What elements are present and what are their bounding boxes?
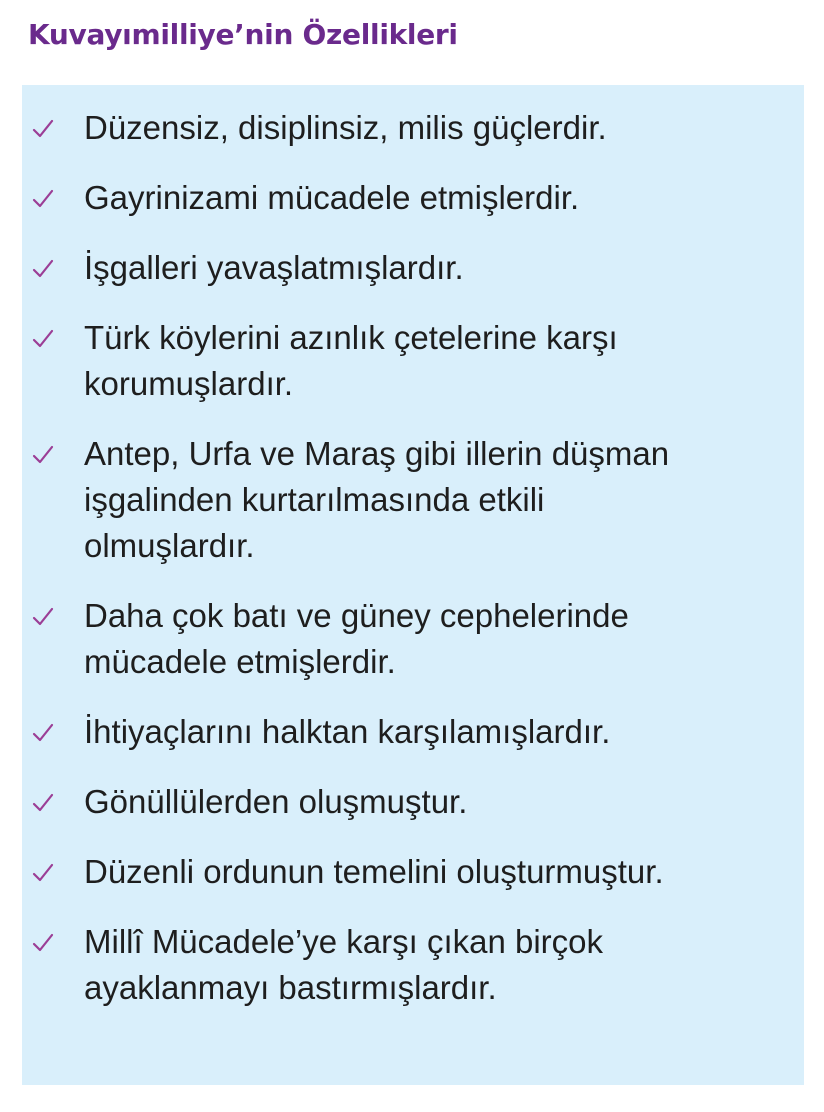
list-item-line: Düzenli ordunun temelini oluşturmuştur. xyxy=(84,853,664,890)
list-item-line: ayaklanmayı bastırmışlardır. xyxy=(84,969,497,1006)
list-item xyxy=(22,175,804,221)
list-item xyxy=(22,245,804,291)
features-list xyxy=(22,105,804,1035)
check-mark-icon xyxy=(32,793,54,813)
list-item-line: Türk köylerini azınlık çetelerine karşı xyxy=(84,319,618,356)
list-item-text xyxy=(84,179,579,216)
list-item xyxy=(22,431,804,569)
list-item xyxy=(22,779,804,825)
check-mark-icon xyxy=(32,933,54,953)
list-item xyxy=(22,105,804,151)
check-mark-icon xyxy=(32,445,54,465)
list-item xyxy=(22,593,804,685)
features-panel xyxy=(22,85,804,1085)
check-mark-icon xyxy=(32,259,54,279)
list-item-line: Gayrinizami mücadele etmişlerdir. xyxy=(84,179,580,216)
list-item-text xyxy=(84,713,610,750)
list-item-line: Düzensiz, disiplinsiz, milis güçlerdir. xyxy=(84,109,607,146)
check-mark-icon xyxy=(32,607,54,627)
list-item-line: işgalinden kurtarılmasında etkili xyxy=(84,481,545,518)
list-item-text xyxy=(84,435,669,564)
list-item-line: korumuşlardır. xyxy=(84,365,294,402)
check-mark-icon xyxy=(32,329,54,349)
list-item-line: Gönüllülerden oluşmuştur. xyxy=(84,783,468,820)
list-item-text xyxy=(84,319,618,402)
list-item xyxy=(22,849,804,895)
list-item-line: olmuşlardır. xyxy=(84,527,255,564)
list-item-text xyxy=(84,109,607,146)
list-item-line: Millî Mücadele’ye karşı çıkan birçok xyxy=(84,923,604,960)
list-item-line: İhtiyaçlarını halktan karşılamışlardır. xyxy=(84,713,611,750)
list-item-text xyxy=(84,923,603,1006)
list-item-line: Daha çok batı ve güney cephelerinde xyxy=(84,597,629,634)
list-item-line: mücadele etmişlerdir. xyxy=(84,643,396,680)
check-mark-icon xyxy=(32,863,54,883)
check-mark-icon xyxy=(32,189,54,209)
check-mark-icon xyxy=(32,723,54,743)
check-mark-icon xyxy=(32,119,54,139)
list-item-text xyxy=(84,249,464,286)
list-item-text xyxy=(84,597,629,680)
list-item xyxy=(22,919,804,1011)
list-item-line: Antep, Urfa ve Maraş gibi illerin düşman xyxy=(84,435,670,472)
list-item xyxy=(22,315,804,407)
list-item-text xyxy=(84,783,467,820)
list-item xyxy=(22,709,804,755)
page-title: Kuvayımilliye’nin Özellikleri xyxy=(28,18,458,51)
list-item-line: İşgalleri yavaşlatmışlardır. xyxy=(84,249,464,286)
list-item-text xyxy=(84,853,664,890)
